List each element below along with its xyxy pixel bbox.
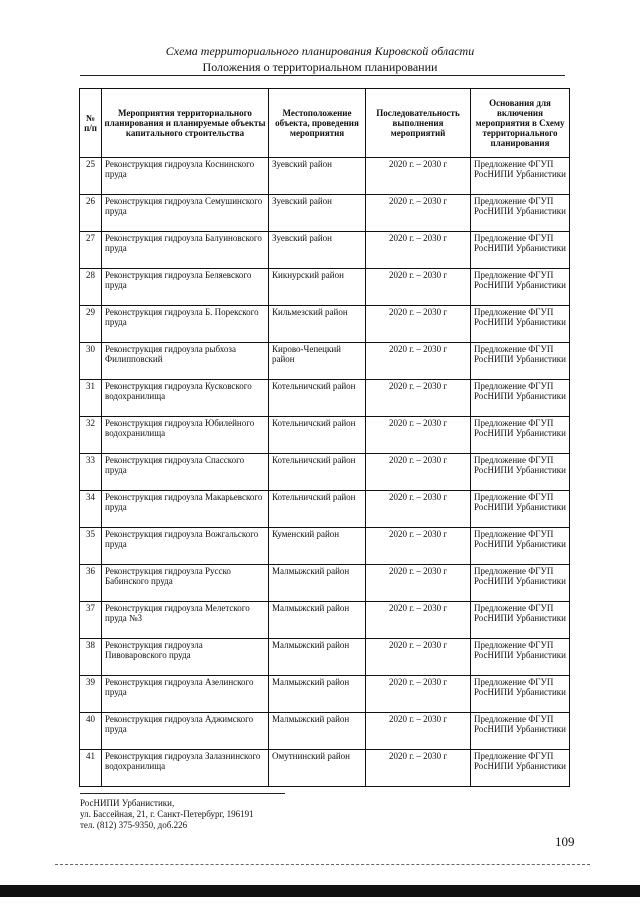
cell-num: 40 bbox=[80, 713, 102, 750]
cell-period: 2020 г. – 2030 г bbox=[366, 565, 471, 602]
footer-phone: тел. (812) 375-9350, доб.226 bbox=[80, 820, 188, 830]
cell-event: Реконструкция гидроузла Спасского пруда bbox=[102, 454, 269, 491]
cell-num: 27 bbox=[80, 232, 102, 269]
scheme-title: Схема территориального планирования Кировской области bbox=[165, 44, 475, 58]
cell-location: Кильмезский район bbox=[269, 306, 366, 343]
cell-period: 2020 г. – 2030 г bbox=[366, 232, 471, 269]
cell-event: Реконструкция гидроузла Аджимского пруда bbox=[102, 713, 269, 750]
cell-location: Зуевский район bbox=[269, 232, 366, 269]
col-header-num: № п/п bbox=[80, 89, 102, 158]
cell-event: Реконструкция гидроузла Семушинского пруда bbox=[102, 195, 269, 232]
cell-location: Куменский район bbox=[269, 528, 366, 565]
cell-location: Кикнурский район bbox=[269, 269, 366, 306]
cell-basis: Предложение ФГУП РосНИПИ Урбанистики bbox=[471, 528, 570, 565]
table-row bbox=[80, 454, 570, 491]
cell-event: Реконструкция гидроузла Мелетского пруда №3 bbox=[102, 602, 269, 639]
cell-location: Котельничский район bbox=[269, 417, 366, 454]
cell-basis: Предложение ФГУП РосНИПИ Урбанистики bbox=[471, 676, 570, 713]
cell-period: 2020 г. – 2030 г bbox=[366, 602, 471, 639]
cell-basis: Предложение ФГУП РосНИПИ Урбанистики bbox=[471, 195, 570, 232]
scan-artifact-line bbox=[55, 864, 590, 865]
table-row bbox=[80, 676, 570, 713]
col-header-period: Последовательность выполнения мероприятий bbox=[366, 89, 471, 158]
footnote-divider bbox=[80, 793, 285, 794]
cell-location: Зуевский район bbox=[269, 158, 366, 195]
cell-period: 2020 г. – 2030 г bbox=[366, 676, 471, 713]
table-row bbox=[80, 602, 570, 639]
cell-period: 2020 г. – 2030 г bbox=[366, 750, 471, 787]
cell-event: Реконструкция гидроузла Юбилейного водохранилища bbox=[102, 417, 269, 454]
col-header-basis: Основания для включения мероприятия в Схему территориального планирования bbox=[471, 89, 570, 158]
cell-location: Кирово-Чепецкий район bbox=[269, 343, 366, 380]
cell-period: 2020 г. – 2030 г bbox=[366, 269, 471, 306]
cell-event: Реконструкция гидроузла Балуиновского пруда bbox=[102, 232, 269, 269]
cell-event: Реконструкция гидроузла Б. Порекского пруда bbox=[102, 306, 269, 343]
table-row bbox=[80, 491, 570, 528]
table-body bbox=[80, 158, 570, 787]
cell-basis: Предложение ФГУП РосНИПИ Урбанистики bbox=[471, 158, 570, 195]
cell-location: Зуевский район bbox=[269, 195, 366, 232]
cell-location: Омутнинский район bbox=[269, 750, 366, 787]
cell-num: 39 bbox=[80, 676, 102, 713]
cell-location: Малмыжский район bbox=[269, 713, 366, 750]
cell-num: 35 bbox=[80, 528, 102, 565]
table-row bbox=[80, 380, 570, 417]
cell-basis: Предложение ФГУП РосНИПИ Урбанистики bbox=[471, 639, 570, 676]
cell-location: Котельничский район bbox=[269, 454, 366, 491]
scan-bottom-bar bbox=[0, 885, 640, 897]
cell-num: 32 bbox=[80, 417, 102, 454]
cell-period: 2020 г. – 2030 г bbox=[366, 158, 471, 195]
header-divider bbox=[80, 75, 565, 76]
cell-basis: Предложение ФГУП РосНИПИ Урбанистики bbox=[471, 602, 570, 639]
cell-period: 2020 г. – 2030 г bbox=[366, 713, 471, 750]
cell-basis: Предложение ФГУП РосНИПИ Урбанистики bbox=[471, 306, 570, 343]
cell-num: 41 bbox=[80, 750, 102, 787]
table-row bbox=[80, 158, 570, 195]
cell-num: 26 bbox=[80, 195, 102, 232]
table-row bbox=[80, 343, 570, 380]
cell-event: Реконструкция гидроузла Кусковского водохранилища bbox=[102, 380, 269, 417]
cell-basis: Предложение ФГУП РосНИПИ Урбанистики bbox=[471, 750, 570, 787]
cell-num: 25 bbox=[80, 158, 102, 195]
cell-num: 38 bbox=[80, 639, 102, 676]
table-row bbox=[80, 269, 570, 306]
cell-num: 31 bbox=[80, 380, 102, 417]
cell-event: Реконструкция гидроузла Залазнинского водохранилища bbox=[102, 750, 269, 787]
cell-event: Реконструкция гидроузла Макарьевского пруда bbox=[102, 491, 269, 528]
cell-num: 36 bbox=[80, 565, 102, 602]
cell-basis: Предложение ФГУП РосНИПИ Урбанистики bbox=[471, 380, 570, 417]
cell-period: 2020 г. – 2030 г bbox=[366, 380, 471, 417]
cell-event: Реконструкция гидроузла рыбхоза Филипповский bbox=[102, 343, 269, 380]
table-row bbox=[80, 565, 570, 602]
cell-event: Реконструкция гидроузла Коснинского пруда bbox=[102, 158, 269, 195]
cell-period: 2020 г. – 2030 г bbox=[366, 454, 471, 491]
cell-event: Реконструкция гидроузла Беляевского пруда bbox=[102, 269, 269, 306]
cell-event: Реконструкция гидроузла Азелинского пруда bbox=[102, 676, 269, 713]
table-row bbox=[80, 195, 570, 232]
cell-basis: Предложение ФГУП РосНИПИ Урбанистики bbox=[471, 491, 570, 528]
cell-basis: Предложение ФГУП РосНИПИ Урбанистики bbox=[471, 343, 570, 380]
table-row bbox=[80, 528, 570, 565]
col-header-event: Мероприятия территориального планирования и планируемые объекты капитального строительства bbox=[102, 89, 269, 158]
cell-location: Малмыжский район bbox=[269, 602, 366, 639]
cell-location: Малмыжский район bbox=[269, 676, 366, 713]
col-header-location: Местоположение объекта, проведения мероприятия bbox=[269, 89, 366, 158]
table-row bbox=[80, 639, 570, 676]
cell-location: Котельничский район bbox=[269, 380, 366, 417]
events-table bbox=[79, 88, 570, 787]
table-header-row bbox=[80, 89, 570, 158]
table-row bbox=[80, 713, 570, 750]
cell-basis: Предложение ФГУП РосНИПИ Урбанистики bbox=[471, 417, 570, 454]
page-number: 109 bbox=[555, 834, 575, 849]
cell-basis: Предложение ФГУП РосНИПИ Урбанистики bbox=[471, 269, 570, 306]
cell-period: 2020 г. – 2030 г bbox=[366, 639, 471, 676]
cell-event: Реконструкция гидроузла Русско Бабинского пруда bbox=[102, 565, 269, 602]
cell-num: 29 bbox=[80, 306, 102, 343]
footer-block bbox=[80, 798, 254, 831]
cell-event: Реконструкция гидроузла Вожгальского пруда bbox=[102, 528, 269, 565]
cell-location: Малмыжский район bbox=[269, 565, 366, 602]
cell-basis: Предложение ФГУП РосНИПИ Урбанистики bbox=[471, 713, 570, 750]
cell-basis: Предложение ФГУП РосНИПИ Урбанистики bbox=[471, 565, 570, 602]
cell-period: 2020 г. – 2030 г bbox=[366, 417, 471, 454]
cell-basis: Предложение ФГУП РосНИПИ Урбанистики bbox=[471, 454, 570, 491]
cell-num: 33 bbox=[80, 454, 102, 491]
cell-period: 2020 г. – 2030 г bbox=[366, 528, 471, 565]
table-row bbox=[80, 232, 570, 269]
cell-num: 34 bbox=[80, 491, 102, 528]
footer-address: ул. Бассейная, 21, г. Санкт-Петербург, 196191 bbox=[80, 809, 254, 819]
cell-num: 37 bbox=[80, 602, 102, 639]
cell-num: 30 bbox=[80, 343, 102, 380]
cell-period: 2020 г. – 2030 г bbox=[366, 195, 471, 232]
table-row bbox=[80, 306, 570, 343]
section-title: Положения о территориальном планировании bbox=[202, 60, 438, 74]
table-row bbox=[80, 417, 570, 454]
cell-basis: Предложение ФГУП РосНИПИ Урбанистики bbox=[471, 232, 570, 269]
cell-period: 2020 г. – 2030 г bbox=[366, 491, 471, 528]
cell-period: 2020 г. – 2030 г bbox=[366, 306, 471, 343]
cell-period: 2020 г. – 2030 г bbox=[366, 343, 471, 380]
cell-location: Малмыжский район bbox=[269, 639, 366, 676]
cell-num: 28 bbox=[80, 269, 102, 306]
cell-event: Реконструкция гидроузла Пивоваровского пруда bbox=[102, 639, 269, 676]
table-row bbox=[80, 750, 570, 787]
footer-org: РосНИПИ Урбанистики, bbox=[80, 798, 175, 808]
cell-location: Котельничский район bbox=[269, 491, 366, 528]
